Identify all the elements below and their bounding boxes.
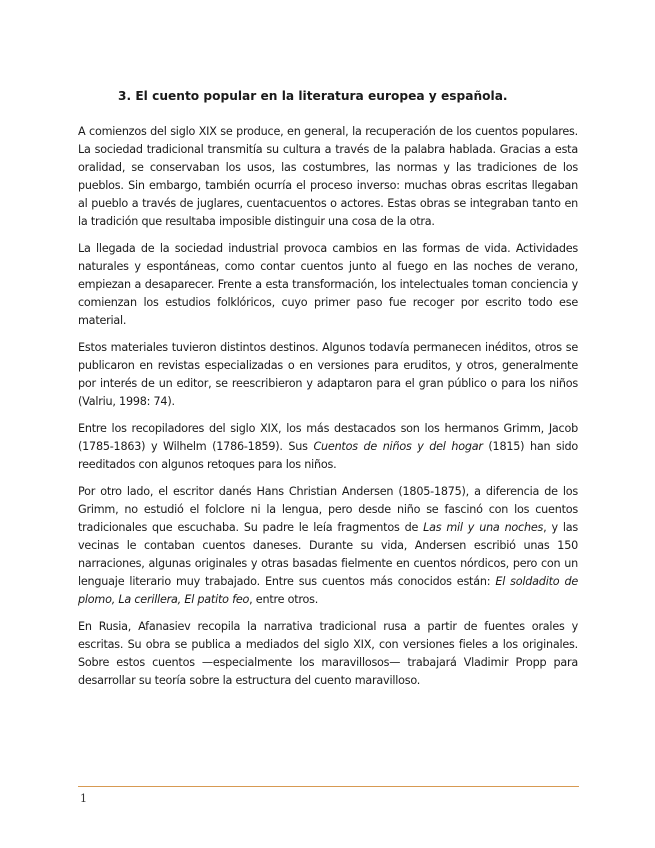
andersen-text-end: , entre otros. bbox=[249, 592, 319, 606]
andersen-mil-noches-title: Las mil y una noches bbox=[423, 521, 544, 535]
document-body bbox=[78, 123, 578, 699]
andersen-text-middle: , y las vecinas le contaban cuentos daneses. Durante su vida, Andersen escribió unas 150 narraciones, algunas originales y otras basadas fielmente en cuentos nórdicos, pero con un lenguaje literario muy trabajado. Entre sus cuentos más conocidos están: bbox=[78, 521, 578, 588]
footer-divider bbox=[78, 786, 579, 787]
paragraph-afanasiev: En Rusia, Afanasiev recopila la narrativa tradicional rusa a partir de fuentes orales y escritas. Su obra se publica a mediados del siglo XIX, con versiones fieles a los originales. Sobre estos cuentos —especialmente los maravillosos— trabajará Vladimir Propp para desarrollar su teoría sobre la estructura del cuento maravilloso. bbox=[78, 620, 578, 687]
grimm-text-end: (1815) han sido reeditados con algunos retoques para los niños. bbox=[78, 440, 578, 471]
andersen-text-start: Por otro lado, el escritor danés Hans Christian Andersen (1805-1875), a diferencia de los Grimm, no estudió el folclore ni la lengua, pero desde niño se fascinó con los cuentos tradicionales que escuchaba. Su padre le leía fragmentos de bbox=[78, 485, 578, 535]
paragraph-destinos: Estos materiales tuvieron distintos destinos. Algunos todavía permanecen inéditos, otros se publicaron en revistas especializadas o en versiones para eruditos, y otros, generalmente por interés de un editor, se reescribieron y adaptaron para el gran público o para los niños (Valriu, 1998: 74). bbox=[78, 340, 578, 408]
page-number: 1 bbox=[80, 792, 87, 805]
grimm-book-title: Cuentos de niños y del hogar bbox=[313, 440, 483, 453]
paragraph-grimm bbox=[78, 420, 578, 474]
paragraph-andersen bbox=[78, 483, 578, 608]
paragraph-recuperacion: A comienzos del siglo XIX se produce, en general, la recuperación de los cuentos populares. La sociedad tradicional transmitía su cultura a través de la palabra hablada. Gracias a esta oralidad, se conservaban los usos, las costumbres, las normas y las tradiciones de los pueblos. Sin embargo, también ocurría el proceso inverso: muchas obras escritas llegaban al pueblo a través de juglares, cuentacuentos o actores. Estas obras se integraban tanto en la tradición que resultaba imposible distinguir una cosa de la otra. bbox=[78, 125, 578, 228]
grimm-text-start: Entre los recopiladores del siglo XIX, los más destacados son los hermanos Grimm, Jacob (1785-1863) y Wilhelm (1786-1859). Sus bbox=[78, 422, 578, 453]
section-heading: 3. El cuento popular en la literatura europea y española. bbox=[118, 89, 508, 103]
andersen-tales-titles: El soldadito de plomo, La cerillera, El patito feo bbox=[78, 574, 578, 606]
paragraph-sociedad-industrial: La llegada de la sociedad industrial provoca cambios en las formas de vida. Actividades naturales y espontáneas, como contar cuentos junto al fuego en las noches de verano, empiezan a desaparecer. Frente a esta transformación, los intelectuales toman conciencia y comienzan los estudios folklóricos, cuyo primer paso fue recoger por escrito todo ese material. bbox=[78, 241, 578, 327]
